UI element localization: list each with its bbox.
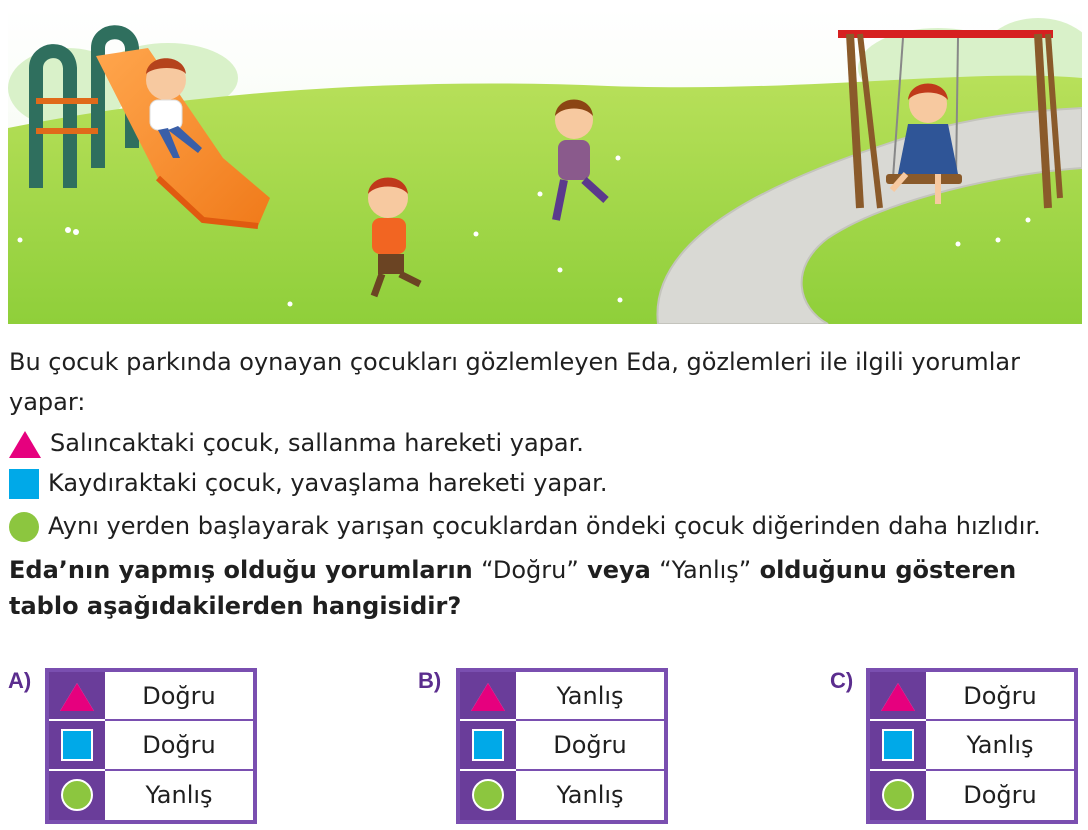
row-icon-cell [870,771,926,820]
option-a-table[interactable] [45,668,257,824]
answer-cell: Yanlış [926,721,1074,770]
row-icon-cell [49,771,105,820]
question-text [9,552,1084,624]
row-icon-cell [460,721,516,770]
circle-icon [9,512,39,542]
circle-icon [472,779,504,811]
triangle-icon [9,431,41,458]
option-c-table[interactable] [866,668,1078,824]
answer-cell: Doğru [926,771,1074,820]
option-b-letter[interactable]: B) [418,668,442,693]
statement-circle [9,506,1041,546]
statement-text: Kaydıraktaki çocuk, yavaşlama hareketi yapar. [48,469,608,497]
question-part: olduğunu gösteren tablo aşağıdakilerden hangisidir? [9,556,1017,620]
option-c-letter[interactable]: C) [830,668,854,693]
triangle-icon [881,683,915,711]
answer-cell: Doğru [926,672,1074,721]
answer-cell: Doğru [105,672,253,721]
answer-cell: Yanlış [105,771,253,820]
square-icon [9,469,39,499]
answer-cell: Doğru [516,721,664,770]
triangle-icon [471,683,505,711]
answer-cell: Yanlış [516,672,664,721]
square-icon [472,729,504,761]
row-icon-cell [460,672,516,721]
row-icon-cell [460,771,516,820]
square-icon [882,729,914,761]
circle-icon [61,779,93,811]
question-part: Eda’nın yapmış olduğu yorumların [9,556,473,584]
intro-text: Bu çocuk parkında oynayan çocukları gözlemleyen Eda, gözlemleri ile ilgili yorumlar yapar: [9,348,1020,416]
square-icon [61,729,93,761]
question-part: veya [587,556,651,584]
triangle-icon [60,683,94,711]
option-b-table[interactable] [456,668,668,824]
question-part: “Doğru” [481,556,579,584]
park-illustration [8,8,1082,324]
circle-icon [882,779,914,811]
statement-triangle [9,423,584,463]
option-a-letter[interactable]: A) [8,668,32,693]
question-part: “Yanlış” [659,556,752,584]
answer-cell: Yanlış [516,771,664,820]
row-icon-cell [49,672,105,721]
row-icon-cell [49,721,105,770]
answer-cell: Doğru [105,721,253,770]
row-icon-cell [870,721,926,770]
statement-text: Salıncaktaki çocuk, sallanma hareketi yapar. [50,429,584,457]
row-icon-cell [870,672,926,721]
statement-text: Aynı yerden başlayarak yarışan çocuklardan öndeki çocuk diğerinden daha hızlıdır. [48,512,1041,540]
statement-square [9,463,607,503]
